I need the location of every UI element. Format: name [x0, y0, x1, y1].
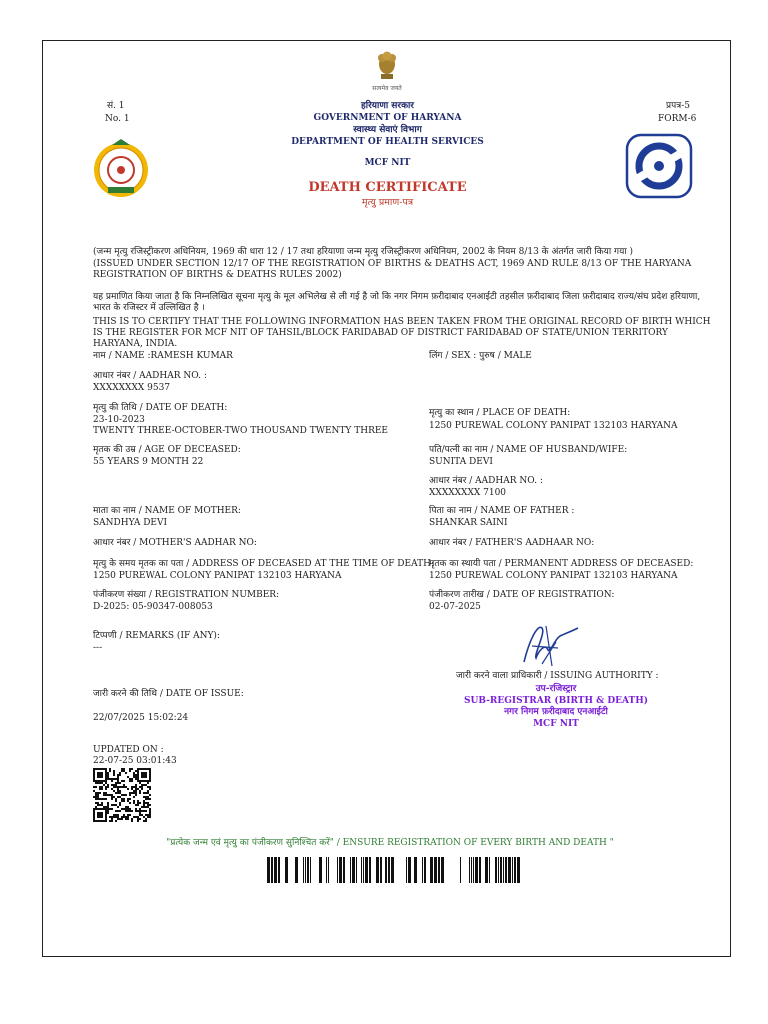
issuing-authority-label: जारी करने वाला प्राधिकारी / ISSUING AUTHORITY : — [456, 671, 659, 681]
father-name-value: SHANKAR SAINI — [429, 518, 508, 528]
haryana-seal-icon — [90, 137, 152, 199]
father-aadhar-label: आधार नंबर / FATHER'S AADHAAR NO: — [429, 538, 595, 548]
deceased-name: नाम / NAME :RAMESH KUMAR — [93, 351, 233, 361]
remarks-label: टिप्पणी / REMARKS (IF ANY): — [93, 631, 220, 641]
remarks-value: --- — [93, 643, 103, 653]
office-name: MCF NIT — [364, 158, 411, 168]
gov-english: GOVERNMENT OF HARYANA — [313, 113, 462, 123]
dept-hindi: स्वास्थ्य सेवाएं विभाग — [353, 125, 422, 135]
spouse-aadhar-value: XXXXXXXX 7100 — [429, 488, 507, 498]
age-value: 55 YEARS 9 MONTH 22 — [93, 457, 204, 467]
date-of-issue-value: 22/07/2025 15:02:24 — [93, 713, 189, 723]
signature-icon — [512, 618, 582, 670]
authority-title-hindi: उप-रजिस्ट्रार — [535, 684, 577, 694]
dept-english: DEPARTMENT OF HEALTH SERVICES — [291, 137, 484, 147]
mother-aadhar-label: आधार नंबर / MOTHER'S AADHAR NO: — [93, 538, 257, 548]
date-of-death-value: 23-10-2023 — [93, 415, 145, 425]
father-name-label: पिता का नाम / NAME OF FATHER : — [429, 506, 575, 516]
registration-date-value: 02-07-2025 — [429, 602, 481, 612]
date-of-death-label: मृत्यु की तिथि / DATE OF DEATH: — [93, 403, 228, 413]
permanent-address-value: 1250 PUREWAL COLONY PANIPAT 132103 HARYANA — [429, 571, 678, 581]
issued-under-hindi: (जन्म मृत्यु रजिस्ट्रीकरण अधिनियम, 1969 की धारा 12 / 17 तथा हरियाणा जन्म मृत्यु रजिस्ट्रीकरण अधिनियम, 2002 के नियम 8/13 के अंतर्गत जारी किया गया ) — [93, 247, 634, 257]
certify-hindi: यह प्रमाणित किया जाता है कि निम्नलिखित सूचना मृत्यु के मूल अभिलेख से ली गई है जो कि नगर निगम फ़रीदाबाद एनआईटी तहसील फ़रीदाबाद जिला फ़रीदाबाद राज्य/संघ प्रदेश हरियाणा, भारत के रजिस्टर में उल्लिखित है । — [93, 292, 701, 313]
gov-hindi: हरियाणा सरकार — [360, 101, 414, 111]
form-hindi: प्रपत्र-5 — [666, 101, 690, 111]
address-at-death-value: 1250 PUREWAL COLONY PANIPAT 132103 HARYANA — [93, 571, 342, 581]
sex: लिंग / SEX : पुरुष / MALE — [429, 351, 532, 361]
address-at-death-label: मृत्यु के समय मृतक का पता / ADDRESS OF DECEASED AT THE TIME OF DEATH: — [93, 559, 434, 569]
qr-code — [93, 768, 151, 822]
permanent-address-label: मृतक का स्थायी पता / PERMANENT ADDRESS OF DECEASED: — [429, 559, 694, 569]
mother-name-label: माता का नाम / NAME OF MOTHER: — [93, 506, 241, 516]
updated-on-value: 22-07-25 03:01:43 — [93, 756, 177, 766]
certificate-title-hindi: मृत्यु प्रमाण-पत्र — [361, 197, 414, 208]
registration-number-label: पंजीकरण संख्या / REGISTRATION NUMBER: — [93, 590, 280, 600]
place-of-death-value: 1250 PUREWAL COLONY PANIPAT 132103 HARYANA — [429, 421, 678, 431]
date-of-issue-label: जारी करने की तिथि / DATE OF ISSUE: — [93, 689, 244, 699]
updated-on-label: UPDATED ON : — [93, 745, 164, 755]
authority-designation: SUB-REGISTRAR (BIRTH & DEATH) — [464, 696, 648, 706]
emblem-motto: सत्यमेव जयते — [372, 85, 402, 92]
mother-name-value: SANDHYA DEVI — [93, 518, 168, 528]
issued-under-english: (ISSUED UNDER SECTION 12/17 OF THE REGISTRATION OF BIRTHS & DEATHS ACT, 1969 AND RULE 8/13 OF THE HARYANA REGISTRATION OF BIRTHS & DEATHS RULES 2002) — [93, 259, 692, 280]
national-emblem-icon — [372, 50, 402, 86]
aadhar-value: XXXXXXXX 9537 — [93, 383, 171, 393]
registration-slogan: "प्रत्येक जन्म एवं मृत्यु का पंजीकरण सुनिश्चित करें" / ENSURE REGISTRATION OF EVERY BIRTH AND DEATH " — [166, 838, 614, 848]
barcode — [258, 857, 520, 883]
place-of-death-label: मृत्यु का स्थान / PLACE OF DEATH: — [429, 408, 571, 418]
certify-english: THIS IS TO CERTIFY THAT THE FOLLOWING INFORMATION HAS BEEN TAKEN FROM THE ORIGINAL RECORD OF BIRTH WHICH IS THE REGISTER FOR MCF NIT OF TAHSIL/BLOCK FARIDABAD OF DISTRICT FARIDABAD OF STATE/UNION TERRITORY HARYANA, INDIA. — [93, 317, 711, 349]
spouse-name-value: SUNITA DEVI — [429, 457, 493, 467]
authority-office: MCF NIT — [533, 719, 579, 729]
form-number: FORM-6 — [658, 114, 697, 124]
registration-date-label: पंजीकरण तारीख / DATE OF REGISTRATION: — [429, 590, 615, 600]
aadhar-label: आधार नंबर / AADHAR NO. : — [93, 371, 207, 381]
registration-number-value: D-2025: 05-90347-008053 — [93, 602, 213, 612]
birth-death-registration-logo-icon — [625, 133, 693, 199]
certificate-title: DEATH CERTIFICATE — [308, 180, 467, 195]
serial-hindi: सं. 1 — [107, 101, 125, 111]
spouse-aadhar-label: आधार नंबर / AADHAR NO. : — [429, 476, 543, 486]
spouse-name-label: पति/पत्नी का नाम / NAME OF HUSBAND/WIFE: — [429, 445, 628, 455]
age-label: मृतक की उम्र / AGE OF DECEASED: — [93, 445, 241, 455]
authority-office-hindi: नगर निगम फ़रीदाबाद एनआईटी — [504, 707, 608, 717]
date-of-death-words: TWENTY THREE-OCTOBER-TWO THOUSAND TWENTY THREE — [93, 426, 389, 436]
serial-number: No. 1 — [105, 114, 130, 124]
